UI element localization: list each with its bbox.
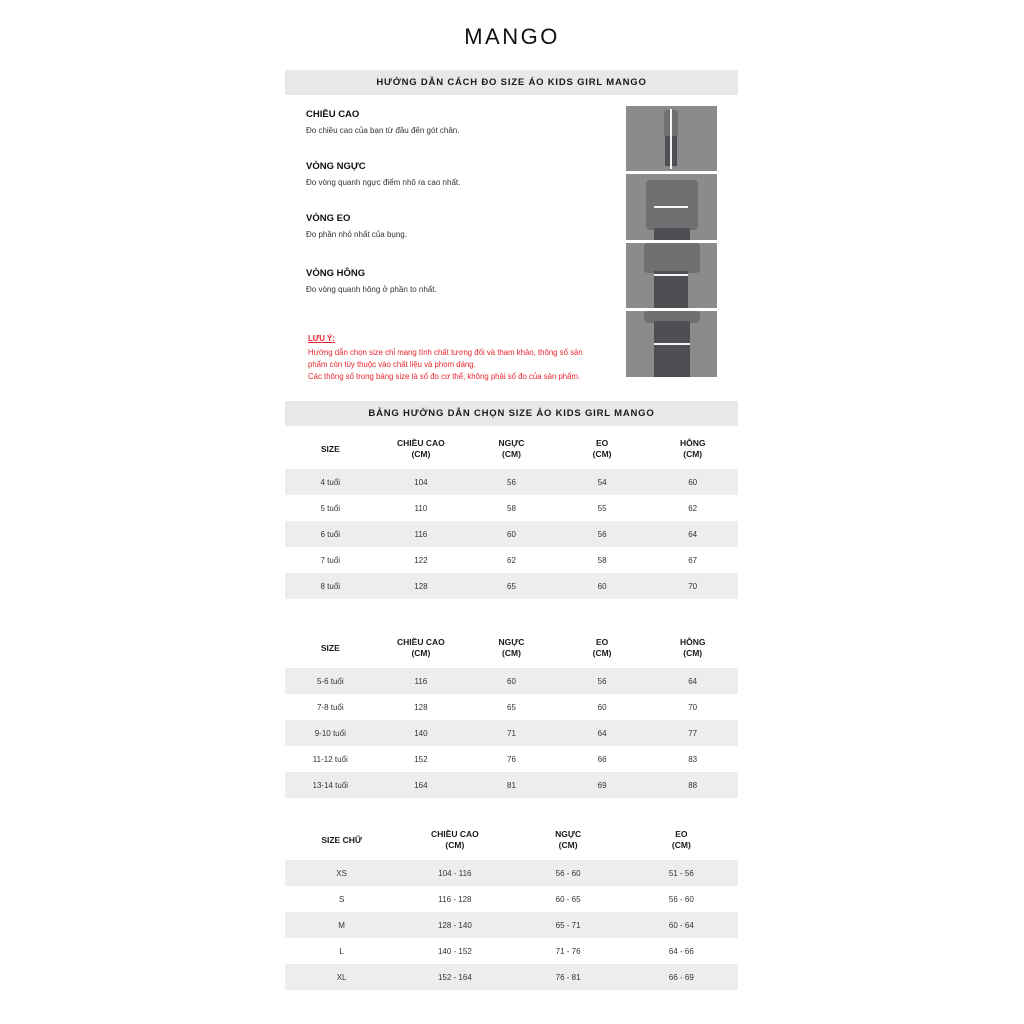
chest-measure-photo [626, 174, 717, 240]
size-table-age [285, 429, 738, 599]
table-cell: 4 tuổi [285, 469, 376, 495]
chart-section-title: BẢNG HƯỚNG DẪN CHỌN SIZE ÁO KIDS GIRL MANGO [285, 401, 738, 426]
size-table-age-range [285, 628, 738, 798]
table-cell: S [338, 894, 345, 904]
guide-item-desc: Đo chiều cao của bạn từ đầu đến gót chân. [306, 126, 460, 135]
size-table-letter [285, 820, 738, 990]
table-cell: XS [285, 860, 398, 886]
col-header-waist: EO (CM) [671, 829, 691, 850]
table-row [285, 886, 738, 912]
height-measure-photo [626, 106, 717, 171]
table-row [285, 469, 738, 495]
guide-item-desc: Đo vòng quanh hông ở phần to nhất. [306, 285, 437, 294]
hip-measure-photo [626, 311, 717, 377]
table-cell: 60 [647, 469, 738, 495]
table-cell: M [285, 912, 398, 938]
table-cell: 67 [688, 555, 698, 565]
col-header-size: SIZE [320, 443, 340, 454]
col-header-waist: EO (CM) [592, 438, 612, 459]
table-cell: 54 [557, 469, 648, 495]
guide-section-title: HƯỚNG DẪN CÁCH ĐO SIZE ÁO KIDS GIRL MANGO [285, 70, 738, 95]
note-line: Hướng dẫn chọn size chỉ mang tính chất tương đối và tham khảo, thông số sản [308, 348, 583, 357]
table-cell: 60 - 65 [555, 894, 581, 904]
table-cell: 66 - 69 [625, 964, 738, 990]
note-line: Các thông số trong bảng size là số đo cơ thể, không phải số đo của sản phẩm. [308, 372, 581, 381]
table-cell: 77 [647, 720, 738, 746]
table-cell: 64 - 66 [668, 946, 694, 956]
table-row [285, 668, 738, 694]
table-header-row [285, 820, 738, 860]
table-cell: 76 - 81 [512, 964, 625, 990]
table-row [285, 938, 738, 964]
table-cell: 152 - 164 [398, 964, 511, 990]
table-header-row [285, 429, 738, 469]
table-cell: 6 tuổi [285, 521, 376, 547]
col-header-hip: HÔNG (CM) [679, 637, 706, 658]
guide-item-title: VÒNG EO [306, 213, 351, 224]
guide-item-desc: Đo vòng quanh ngực điểm nhô ra cao nhất. [306, 178, 461, 187]
table-cell: 69 [557, 772, 648, 798]
note-box [308, 333, 628, 383]
guide-item-height [306, 109, 626, 135]
table-cell: 7-8 tuổi [316, 702, 344, 712]
table-cell: 164 [376, 772, 467, 798]
table-cell: 5 tuổi [320, 503, 341, 513]
table-cell: 64 [647, 521, 738, 547]
table-cell: 122 [414, 555, 428, 565]
note-line: phẩm còn tùy thuộc vào chất liệu và phom dáng. [308, 360, 476, 369]
table-cell: 65 [466, 573, 557, 599]
table-cell: 140 [376, 720, 467, 746]
table-cell: 60 [466, 521, 557, 547]
waist-measure-photo [626, 243, 717, 308]
table-cell: 128 [376, 573, 467, 599]
table-cell: 66 [597, 754, 607, 764]
table-cell: 9-10 tuổi [285, 720, 376, 746]
table-cell: 116 - 128 [438, 894, 472, 904]
table-row [285, 495, 738, 521]
col-header-chest: NGỰC (CM) [498, 637, 525, 658]
table-row [285, 772, 738, 798]
col-header-height: CHIỀU CAO (CM) [397, 637, 445, 658]
col-header-waist: EO (CM) [592, 637, 612, 658]
table-cell: 60 [597, 702, 607, 712]
table-header-row [285, 628, 738, 668]
table-cell: 65 [507, 702, 516, 712]
table-cell: 116 [376, 521, 467, 547]
table-row [285, 521, 738, 547]
table-cell: 64 [647, 668, 738, 694]
brand-logo: MANGO [464, 24, 560, 49]
table-cell: 51 - 56 [625, 860, 738, 886]
table-cell: 70 [688, 702, 698, 712]
table-cell: 56 [557, 521, 648, 547]
table-cell: 7 tuổi [320, 555, 341, 565]
table-row [285, 912, 738, 938]
table-cell: 110 [414, 503, 428, 513]
table-cell: L [339, 946, 344, 956]
table-cell: 58 [507, 503, 516, 513]
table-cell: 104 - 116 [398, 860, 511, 886]
table-cell: 11-12 tuổi [312, 754, 348, 764]
guide-item-chest [306, 161, 626, 187]
note-title: LƯU Ý: [308, 334, 335, 343]
guide-item-waist [306, 213, 626, 239]
col-header-size: SIZE [320, 642, 340, 653]
table-cell: 60 [466, 668, 557, 694]
col-header-hip: HÔNG (CM) [679, 438, 706, 459]
guide-item-hip [306, 268, 626, 294]
table-cell: 128 [414, 702, 428, 712]
table-cell: 58 [597, 555, 607, 565]
table-cell: 104 [376, 469, 467, 495]
col-header-height: CHIỀU CAO (CM) [431, 829, 479, 850]
table-cell: 83 [688, 754, 698, 764]
table-row [285, 746, 738, 772]
table-row [285, 573, 738, 599]
table-cell: 71 - 76 [555, 946, 581, 956]
col-header-letter-size: SIZE CHỮ [321, 834, 362, 845]
table-cell: 60 [557, 573, 648, 599]
table-cell: 56 [466, 469, 557, 495]
table-cell: 140 - 152 [437, 946, 472, 956]
table-row [285, 964, 738, 990]
table-cell: 152 [414, 754, 428, 764]
table-cell: 62 [507, 555, 516, 565]
table-cell: 13-14 tuổi [285, 772, 376, 798]
table-cell: 81 [466, 772, 557, 798]
col-header-height: CHIỀU CAO (CM) [397, 438, 445, 459]
table-cell: 128 - 140 [398, 912, 511, 938]
table-cell: 5-6 tuổi [285, 668, 376, 694]
guide-item-title: VÒNG NGỰC [306, 161, 366, 172]
table-cell: 76 [507, 754, 516, 764]
table-cell: 56 [557, 668, 648, 694]
table-cell: 62 [688, 503, 698, 513]
table-cell: 88 [647, 772, 738, 798]
table-cell: 64 [557, 720, 648, 746]
guide-item-title: CHIỀU CAO [306, 109, 360, 120]
table-cell: 56 - 60 [512, 860, 625, 886]
table-cell: XL [285, 964, 398, 990]
table-row [285, 547, 738, 573]
table-cell: 8 tuổi [285, 573, 376, 599]
table-row [285, 694, 738, 720]
table-cell: 71 [466, 720, 557, 746]
table-cell: 60 - 64 [625, 912, 738, 938]
table-cell: 56 - 60 [668, 894, 694, 904]
col-header-chest: NGỰC (CM) [555, 829, 582, 850]
col-header-chest: NGỰC (CM) [498, 438, 525, 459]
guide-item-desc: Đo phần nhỏ nhất của bụng. [306, 230, 407, 239]
table-cell: 55 [597, 503, 607, 513]
table-row [285, 860, 738, 886]
table-cell: 116 [376, 668, 467, 694]
table-row [285, 720, 738, 746]
table-cell: 70 [647, 573, 738, 599]
guide-item-title: VÒNG HÔNG [306, 268, 366, 279]
table-cell: 65 - 71 [512, 912, 625, 938]
